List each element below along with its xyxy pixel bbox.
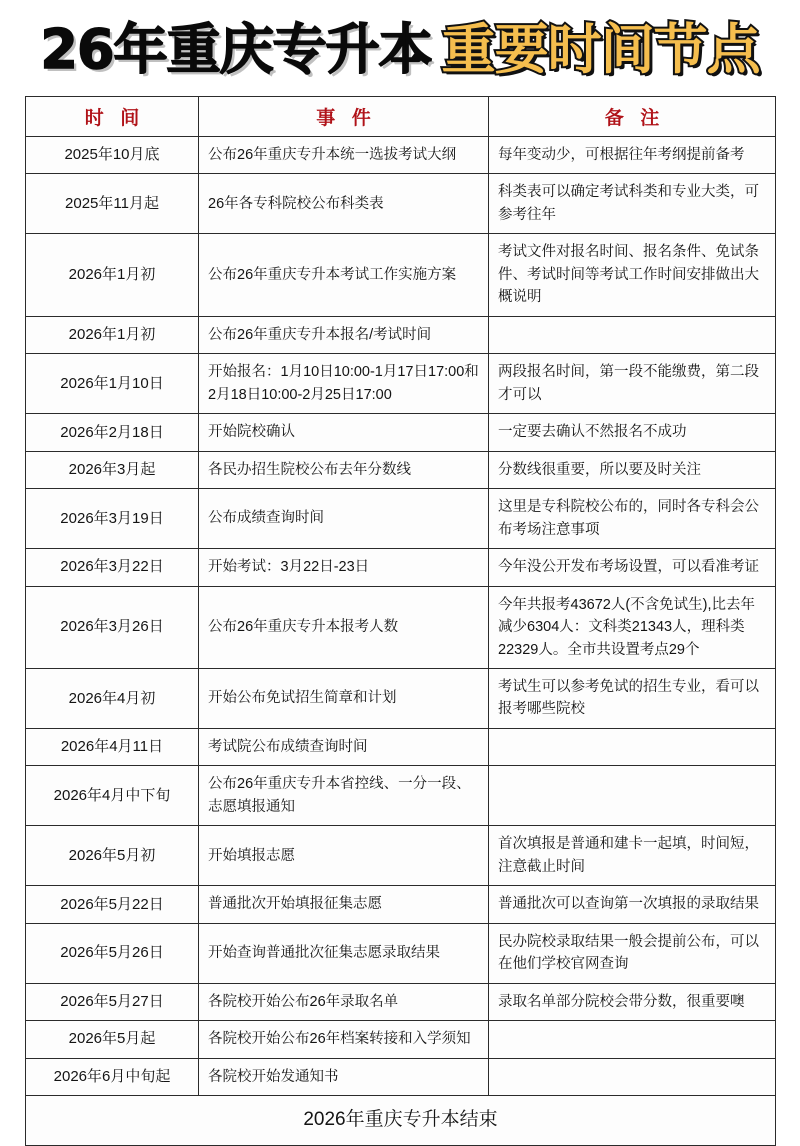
column-header-note: 备 注: [489, 97, 776, 137]
table-row: [26, 1058, 776, 1095]
cell-note: 一定要去确认不然报名不成功: [489, 414, 776, 451]
table-row: [26, 886, 776, 923]
cell-event: 公布26年重庆专升本统一选拔考试大纲: [199, 137, 489, 174]
schedule-table: [25, 96, 776, 1146]
schedule-end-label: 2026年重庆专升本结束: [26, 1096, 776, 1146]
table-row: [26, 489, 776, 549]
schedule-table-wrapper: [25, 96, 775, 1146]
cell-event: 开始查询普通批次征集志愿录取结果: [199, 923, 489, 983]
cell-time: 2026年1月10日: [26, 354, 199, 414]
cell-note: [489, 1021, 776, 1058]
table-row: [26, 983, 776, 1020]
cell-note: [489, 1058, 776, 1095]
cell-time: 2026年6月中旬起: [26, 1058, 199, 1095]
cell-time: 2025年10月底: [26, 137, 199, 174]
cell-note: 民办院校录取结果一般会提前公布，可以在他们学校官网查询: [489, 923, 776, 983]
table-row: [26, 766, 776, 826]
poster-title: [0, 14, 800, 86]
cell-event: 各民办招生院校公布去年分数线: [199, 451, 489, 488]
table-row: [26, 316, 776, 353]
cell-event: 开始院校确认: [199, 414, 489, 451]
cell-time: 2026年5月初: [26, 826, 199, 886]
cell-event: 考试院公布成绩查询时间: [199, 728, 489, 765]
cell-note: [489, 766, 776, 826]
cell-note: 今年共报考43672人(不含免试生),比去年减少6304人：文科类21343人，理科类22329人。全市共设置考点29个: [489, 586, 776, 668]
table-footer: [26, 1096, 776, 1146]
cell-event: 开始公布免试招生简章和计划: [199, 668, 489, 728]
cell-time: 2025年11月起: [26, 174, 199, 234]
cell-time: 2026年3月起: [26, 451, 199, 488]
cell-event: 普通批次开始填报征集志愿: [199, 886, 489, 923]
column-header-event: 事 件: [199, 97, 489, 137]
cell-time: 2026年4月11日: [26, 728, 199, 765]
cell-note: 考试文件对报名时间、报名条件、免试条件、考试时间等考试工作时间安排做出大概说明: [489, 234, 776, 316]
table-row: [26, 549, 776, 586]
table-header: [26, 97, 776, 137]
cell-time: 2026年4月初: [26, 668, 199, 728]
cell-time: 2026年3月22日: [26, 549, 199, 586]
cell-event: 公布26年重庆专升本报考人数: [199, 586, 489, 668]
table-row: [26, 1021, 776, 1058]
table-row: [26, 826, 776, 886]
cell-event: 开始报名：1月10日10:00-1月17日17:00和2月18日10:00-2月25日17:00: [199, 354, 489, 414]
cell-note: 首次填报是普通和建卡一起填，时间短，注意截止时间: [489, 826, 776, 886]
title-highlight-text: 重要时间节点: [441, 18, 760, 81]
cell-time: 2026年3月19日: [26, 489, 199, 549]
cell-note: 录取名单部分院校会带分数，很重要噢: [489, 983, 776, 1020]
table-row: [26, 414, 776, 451]
table-row: [26, 174, 776, 234]
cell-note: 每年变动少，可根据往年考纲提前备考: [489, 137, 776, 174]
cell-note: 分数线很重要，所以要及时关注: [489, 451, 776, 488]
table-footer-row: [26, 1096, 776, 1146]
cell-event: 开始填报志愿: [199, 826, 489, 886]
table-row: [26, 728, 776, 765]
cell-event: 各院校开始发通知书: [199, 1058, 489, 1095]
table-header-row: [26, 97, 776, 137]
cell-note: 考试生可以参考免试的招生专业，看可以报考哪些院校: [489, 668, 776, 728]
cell-time: 2026年5月22日: [26, 886, 199, 923]
cell-note: 今年没公开发布考场设置，可以看准考证: [489, 549, 776, 586]
table-body: [26, 137, 776, 1096]
cell-time: 2026年1月初: [26, 316, 199, 353]
cell-event: 公布26年重庆专升本报名/考试时间: [199, 316, 489, 353]
cell-time: 2026年5月27日: [26, 983, 199, 1020]
cell-event: 各院校开始公布26年档案转接和入学须知: [199, 1021, 489, 1058]
column-header-time: 时 间: [26, 97, 199, 137]
table-row: [26, 451, 776, 488]
cell-event: 各院校开始公布26年录取名单: [199, 983, 489, 1020]
table-row: [26, 923, 776, 983]
cell-note: 科类表可以确定考试科类和专业大类，可参考往年: [489, 174, 776, 234]
cell-time: 2026年1月初: [26, 234, 199, 316]
cell-event: 公布26年重庆专升本考试工作实施方案: [199, 234, 489, 316]
table-row: [26, 586, 776, 668]
cell-note: 这里是专科院校公布的，同时各专科会公布考场注意事项: [489, 489, 776, 549]
title-plain-text: 26年重庆专升本: [40, 18, 432, 81]
cell-event: 公布26年重庆专升本省控线、一分一段、志愿填报通知: [199, 766, 489, 826]
table-row: [26, 234, 776, 316]
table-row: [26, 354, 776, 414]
cell-time: 2026年3月26日: [26, 586, 199, 668]
table-row: [26, 137, 776, 174]
cell-time: 2026年2月18日: [26, 414, 199, 451]
cell-note: [489, 316, 776, 353]
cell-event: 公布成绩查询时间: [199, 489, 489, 549]
cell-time: 2026年5月26日: [26, 923, 199, 983]
cell-time: 2026年4月中下旬: [26, 766, 199, 826]
table-row: [26, 668, 776, 728]
cell-note: 两段报名时间，第一段不能缴费，第二段才可以: [489, 354, 776, 414]
cell-event: 26年各专科院校公布科类表: [199, 174, 489, 234]
cell-time: 2026年5月起: [26, 1021, 199, 1058]
cell-event: 开始考试：3月22日-23日: [199, 549, 489, 586]
cell-note: [489, 728, 776, 765]
cell-note: 普通批次可以查询第一次填报的录取结果: [489, 886, 776, 923]
